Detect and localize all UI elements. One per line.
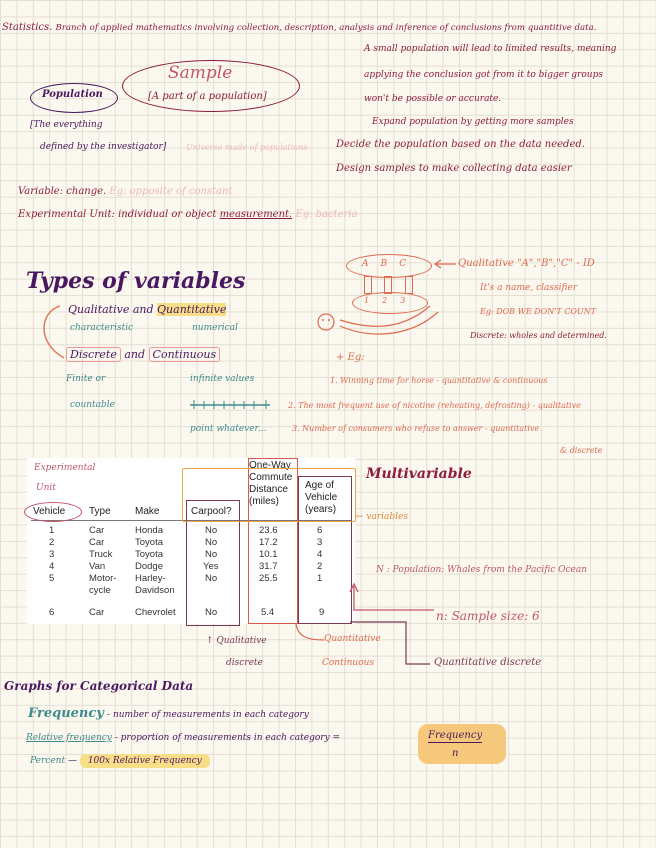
qualitative-label: Qualitative <box>68 303 130 316</box>
number-1: 1 <box>364 296 383 305</box>
quantitative-label: Quantitative <box>157 303 227 316</box>
cell-vehicle: 3 <box>49 549 55 560</box>
cont-arrow-icon <box>292 622 328 646</box>
title-word: Statistics. <box>2 22 53 33</box>
cell-age: 2 <box>317 561 323 572</box>
cell-carpool: No <box>205 607 218 618</box>
arrow-left-icon <box>432 258 458 270</box>
discrete-def: Discrete: wholes and determined. <box>470 331 607 340</box>
cell-age: 6 <box>317 525 323 536</box>
distance-header-line: (miles) <box>249 496 279 507</box>
frequency-def: - number of measurements in each category <box>107 710 309 720</box>
qual-discrete-label <box>206 636 267 646</box>
col-make-header: Make <box>135 506 160 517</box>
number-line-icon <box>188 396 274 412</box>
cell-make: Toyota <box>135 537 163 548</box>
quant-cont-1: Quantitative <box>324 634 381 644</box>
qual-discrete-2: discrete <box>226 658 263 668</box>
qual-eg: Eg: DOB WE DON'T COUNT <box>480 307 597 316</box>
cell-vehicle: 4 <box>49 561 55 572</box>
age-header-line: Vehicle <box>305 492 338 503</box>
link-box-3 <box>405 276 413 294</box>
relative-row <box>26 733 340 743</box>
letters-row <box>362 259 418 269</box>
eg-label: + Eg: <box>336 352 365 363</box>
sample-desc: [A part of a population] <box>148 91 267 102</box>
sample-label: Sample <box>168 63 233 83</box>
cell-carpool: No <box>205 525 218 536</box>
unit-measurement: measurement. <box>219 209 293 220</box>
cell-distance: 31.7 <box>259 561 278 572</box>
cell-type: Motor- <box>89 573 117 584</box>
cell-age: 9 <box>319 607 325 618</box>
example-3: 3. Number of consumers who refuse to answer - quantitative <box>292 424 540 433</box>
percent-dash: — <box>67 756 77 766</box>
cell-age: 4 <box>317 549 323 560</box>
qual-discrete-1: Qualitative <box>216 636 267 646</box>
frequency-label: Frequency <box>28 706 104 721</box>
cell-distance: 10.1 <box>259 549 278 560</box>
relative-def: - proportion of measurements in each category = <box>114 733 341 743</box>
cell-make: Honda <box>135 525 163 536</box>
cell-type: Car <box>89 537 105 548</box>
sample-size: n: Sample size: 6 <box>436 609 540 623</box>
vehicle-ellipse <box>24 502 82 522</box>
age-header-line: (years) <box>305 504 337 515</box>
population-annotation: N : Population: Whales from the Pacific Ocean <box>376 565 588 575</box>
experimental-unit-2: Unit <box>36 483 56 493</box>
cell-vehicle: 2 <box>49 537 55 548</box>
percent-label: Percent <box>30 756 66 766</box>
distance-header-line: Commute <box>249 472 293 483</box>
title-definition: Branch of applied mathematics involving collection, description, analysis and inference of conclusions from quantitive data. <box>55 23 597 33</box>
population-label: Population <box>42 89 103 100</box>
cell-carpool: No <box>205 573 218 584</box>
fraction-denominator: n <box>452 748 459 759</box>
cell-carpool: Yes <box>203 561 219 572</box>
arrow-left-icon: ← <box>356 512 364 522</box>
note-6: Design samples to make collecting data easier <box>336 163 572 174</box>
population-desc-1: [The everything <box>30 120 103 130</box>
cell-distance: 23.6 <box>259 525 278 536</box>
infinite-label: infinite values <box>190 374 255 384</box>
discrete-label: Discrete <box>66 347 121 362</box>
cell-make: Toyota <box>135 549 163 560</box>
variable-def <box>18 186 232 197</box>
cell-vehicle: 5 <box>49 573 55 584</box>
frequency-row <box>28 706 309 721</box>
cell-distance: 25.5 <box>259 573 278 584</box>
letter-b: B <box>380 259 400 269</box>
example-2: 2. The most frequent use of nicotine (reheating, defrosting) - qualitative <box>288 401 581 410</box>
col-type-header: Type <box>89 506 111 517</box>
point-label: point whatever... <box>190 424 267 434</box>
col-carpool-header: Carpool? <box>191 506 232 517</box>
types-row-2 <box>66 348 220 361</box>
letter-a: A <box>362 259 381 269</box>
finite-1: Finite or <box>66 374 106 384</box>
percent-row <box>30 756 210 766</box>
population-desc-2: defined by the investigator] <box>40 142 167 152</box>
variable-example: Eg: opposite of constant <box>109 186 233 197</box>
distance-header-line: One-Way <box>249 460 291 471</box>
and-label-2: and <box>124 348 146 361</box>
relative-label: Relative frequency <box>26 733 112 743</box>
multivariable-label: Multivariable <box>366 466 472 482</box>
cell-distance: 17.2 <box>259 537 278 548</box>
fraction-numerator: Frequency <box>428 730 483 741</box>
types-title: Types of variables <box>26 268 246 294</box>
cell-carpool: No <box>205 537 218 548</box>
unit-example: Eg: bacteria <box>295 209 358 220</box>
cell-make-cont: Davidson <box>135 585 175 596</box>
qual-sub: It's a name, classifier <box>480 283 578 293</box>
cell-carpool: No <box>205 549 218 560</box>
cell-vehicle: 6 <box>49 607 55 618</box>
characteristic-label: characteristic <box>70 323 134 333</box>
diagram-arrows-icon <box>312 300 462 340</box>
variables-text: variables <box>366 512 409 522</box>
cell-type: Van <box>89 561 106 572</box>
variable-label: Variable: change. <box>18 186 107 197</box>
cell-distance: 5.4 <box>261 607 275 618</box>
percent-def: 100x Relative Frequency <box>80 754 210 768</box>
letter-c: C <box>399 259 419 269</box>
age-arrow-icon <box>346 620 432 670</box>
unit-def <box>18 209 358 220</box>
graphs-title: Graphs for Categorical Data <box>4 679 194 693</box>
cell-type: Car <box>89 607 105 618</box>
cell-age: 1 <box>317 573 323 584</box>
numerical-label: numerical <box>192 323 238 333</box>
finite-2: countable <box>70 400 115 410</box>
cell-type: Truck <box>89 549 113 560</box>
number-2: 2 <box>382 296 401 305</box>
age-header-line: Age of <box>305 480 334 491</box>
quant-cont-2: Continuous <box>322 658 375 668</box>
cell-make: Chevrolet <box>135 607 176 618</box>
example-3b: & discrete <box>560 446 603 455</box>
arrow-up-icon: ↑ <box>206 636 214 646</box>
and-label-1: and <box>132 303 154 316</box>
note-4: Expand population by getting more samples <box>372 117 574 127</box>
distance-header-line: Distance <box>249 484 288 495</box>
qual-label: Qualitative "A","B","C" - ID <box>458 258 595 269</box>
number-3: 3 <box>400 296 419 305</box>
cell-make: Harley- <box>135 573 166 584</box>
link-box-1 <box>364 276 372 294</box>
note-5: Decide the population based on the data needed. <box>336 139 585 150</box>
note-3: won't be possible or accurate. <box>364 94 502 104</box>
cell-age: 3 <box>317 537 323 548</box>
variables-box <box>182 468 356 522</box>
variables-label <box>356 512 408 522</box>
unit-label: Experimental Unit: individual or object <box>18 209 217 220</box>
quant-discrete: Quantitative discrete <box>434 657 542 668</box>
experimental-unit-1: Experimental <box>34 463 96 473</box>
example-1: 1. Winning time for horse - quantitative & continuous <box>330 376 548 385</box>
cell-type: Car <box>89 525 105 536</box>
cell-type-cont: cycle <box>89 585 111 596</box>
bracket-arrow-icon <box>30 302 70 364</box>
continuous-label: Continuous <box>149 347 221 362</box>
note-2: applying the conclusion got from it to bigger groups <box>364 70 603 80</box>
cell-vehicle: 1 <box>49 525 55 536</box>
population-faint: Universe made of populations <box>186 143 308 152</box>
sample-arrow-icon <box>330 582 440 622</box>
cell-make: Dodge <box>135 561 163 572</box>
col-vehicle-header: Vehicle <box>33 506 66 517</box>
types-row-1 <box>68 303 226 316</box>
page-title <box>2 22 596 33</box>
note-1: A small population will lead to limited results, meaning <box>364 44 617 54</box>
